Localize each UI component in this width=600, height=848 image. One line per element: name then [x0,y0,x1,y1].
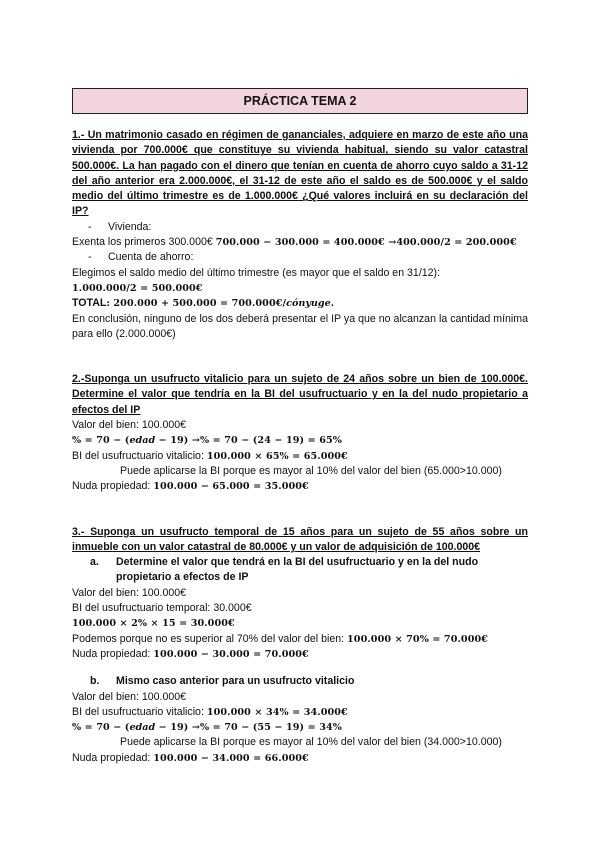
conclusion: En conclusión, ninguno de los dos deberá presentar el IP ya que no alcanzan la cantidad mínima para ello (2.000.000€) [72,312,528,340]
a-podemos: Podemos porque no es superior al 70% del valor del bien: 100.000 × 70% = 70.000€ [72,632,489,645]
nuda-propiedad: Nuda propiedad: 100.000 − 65.000 = 35.000€ [72,480,309,493]
valor-bien: Valor del bien: 100.000€ [72,419,187,432]
bullet-label: Cuenta de ahorro: [108,251,194,264]
a-bi: BI del usufructuario temporal: 30.000€ [72,602,252,615]
a-valor: Valor del bien: 100.000€ [72,586,187,599]
cuenta-calc: 1.000.000/2 = 500.000€ [72,282,203,294]
total-line: TOTAL: 200.000 + 500.000 = 700.000€/cónyuge. [72,297,335,310]
page-title: PRÁCTICA TEMA 2 [72,88,528,114]
a-calc: 100.000 × 2% × 15 = 30.000€ [72,618,235,630]
b-note: Puede aplicarse la BI porque es mayor al 10% del valor del bien (34.000>10.000) [120,736,502,749]
bullet-cuenta [72,250,528,265]
question-1: 1.- Un matrimonio casado en régimen de gananciales, adquiere en marzo de este año una vivienda por 700.000€ que constituye su vivienda habitual, siendo su valor catastral 500.000€. La han pagado con el dinero que tenían en cuenta de ahorro cuyo saldo a 31-12 del año anterior era 2.000.000€, el 31-12 de este año el saldo es de 500.000€ y el saldo medio del último trimestre es de 1.000.000€ ¿Qué valores incluirá en su declaración del IP? [72,129,528,218]
bullet-vivienda [72,220,528,235]
subquestion-b: b. Mismo caso anterior para un usufructo vitalicio [90,675,355,688]
subquestion-a: a. Determine el valor que tendrá en la BI del usufructuario y en la del nudo propietario a efectos de IP [90,556,479,584]
bullet-dash: - [88,251,92,264]
cuenta-text: Elegimos el saldo medio del último trimestre (es mayor que el saldo en 31/12): [72,266,441,279]
question-2: 2.-Suponga un usufructo vitalicio para un sujeto de 24 años sobre un bien de 100.000€. Determine el valor que tendría en la BI del usufructuario y en la del nudo propietario a efectos del IP [72,373,528,416]
bi-note: Puede aplicarse la BI porque es mayor al 10% del valor del bien (65.000>10.000) [120,464,502,477]
b-pct-formula: % = 70 − (edad − 19) →% = 70 − (55 − 19) = 34% [72,722,342,734]
b-valor: Valor del bien: 100.000€ [72,690,187,703]
b-bi: BI del usufructuario vitalicio: 100.000 × 34% = 34.000€ [72,705,348,718]
pct-formula: % = 70 − (edad − 19) →% = 70 − (24 − 19) = 65% [72,435,342,447]
a-nuda: Nuda propiedad: 100.000 − 30.000 = 70.000€ [72,647,309,660]
document-page [72,88,528,766]
bi-usufructuario: BI del usufructuario vitalicio: 100.000 × 65% = 65.000€ [72,449,348,462]
bullet-label: Vivienda: [108,220,152,233]
bullet-dash: - [88,220,92,233]
vivienda-calc: Exenta los primeros 300.000€ 700.000 − 300.000 = 400.000€ →400.000/2 = 200.000€ [72,236,517,249]
b-nuda: Nuda propiedad: 100.000 − 34.000 = 66.000€ [72,751,309,764]
question-3: 3.- Suponga un usufructo temporal de 15 años para un sujeto de 55 años sobre un inmueble con un valor catastral de 80.000€ y un valor de adquisición de 100.000€ [72,525,528,553]
